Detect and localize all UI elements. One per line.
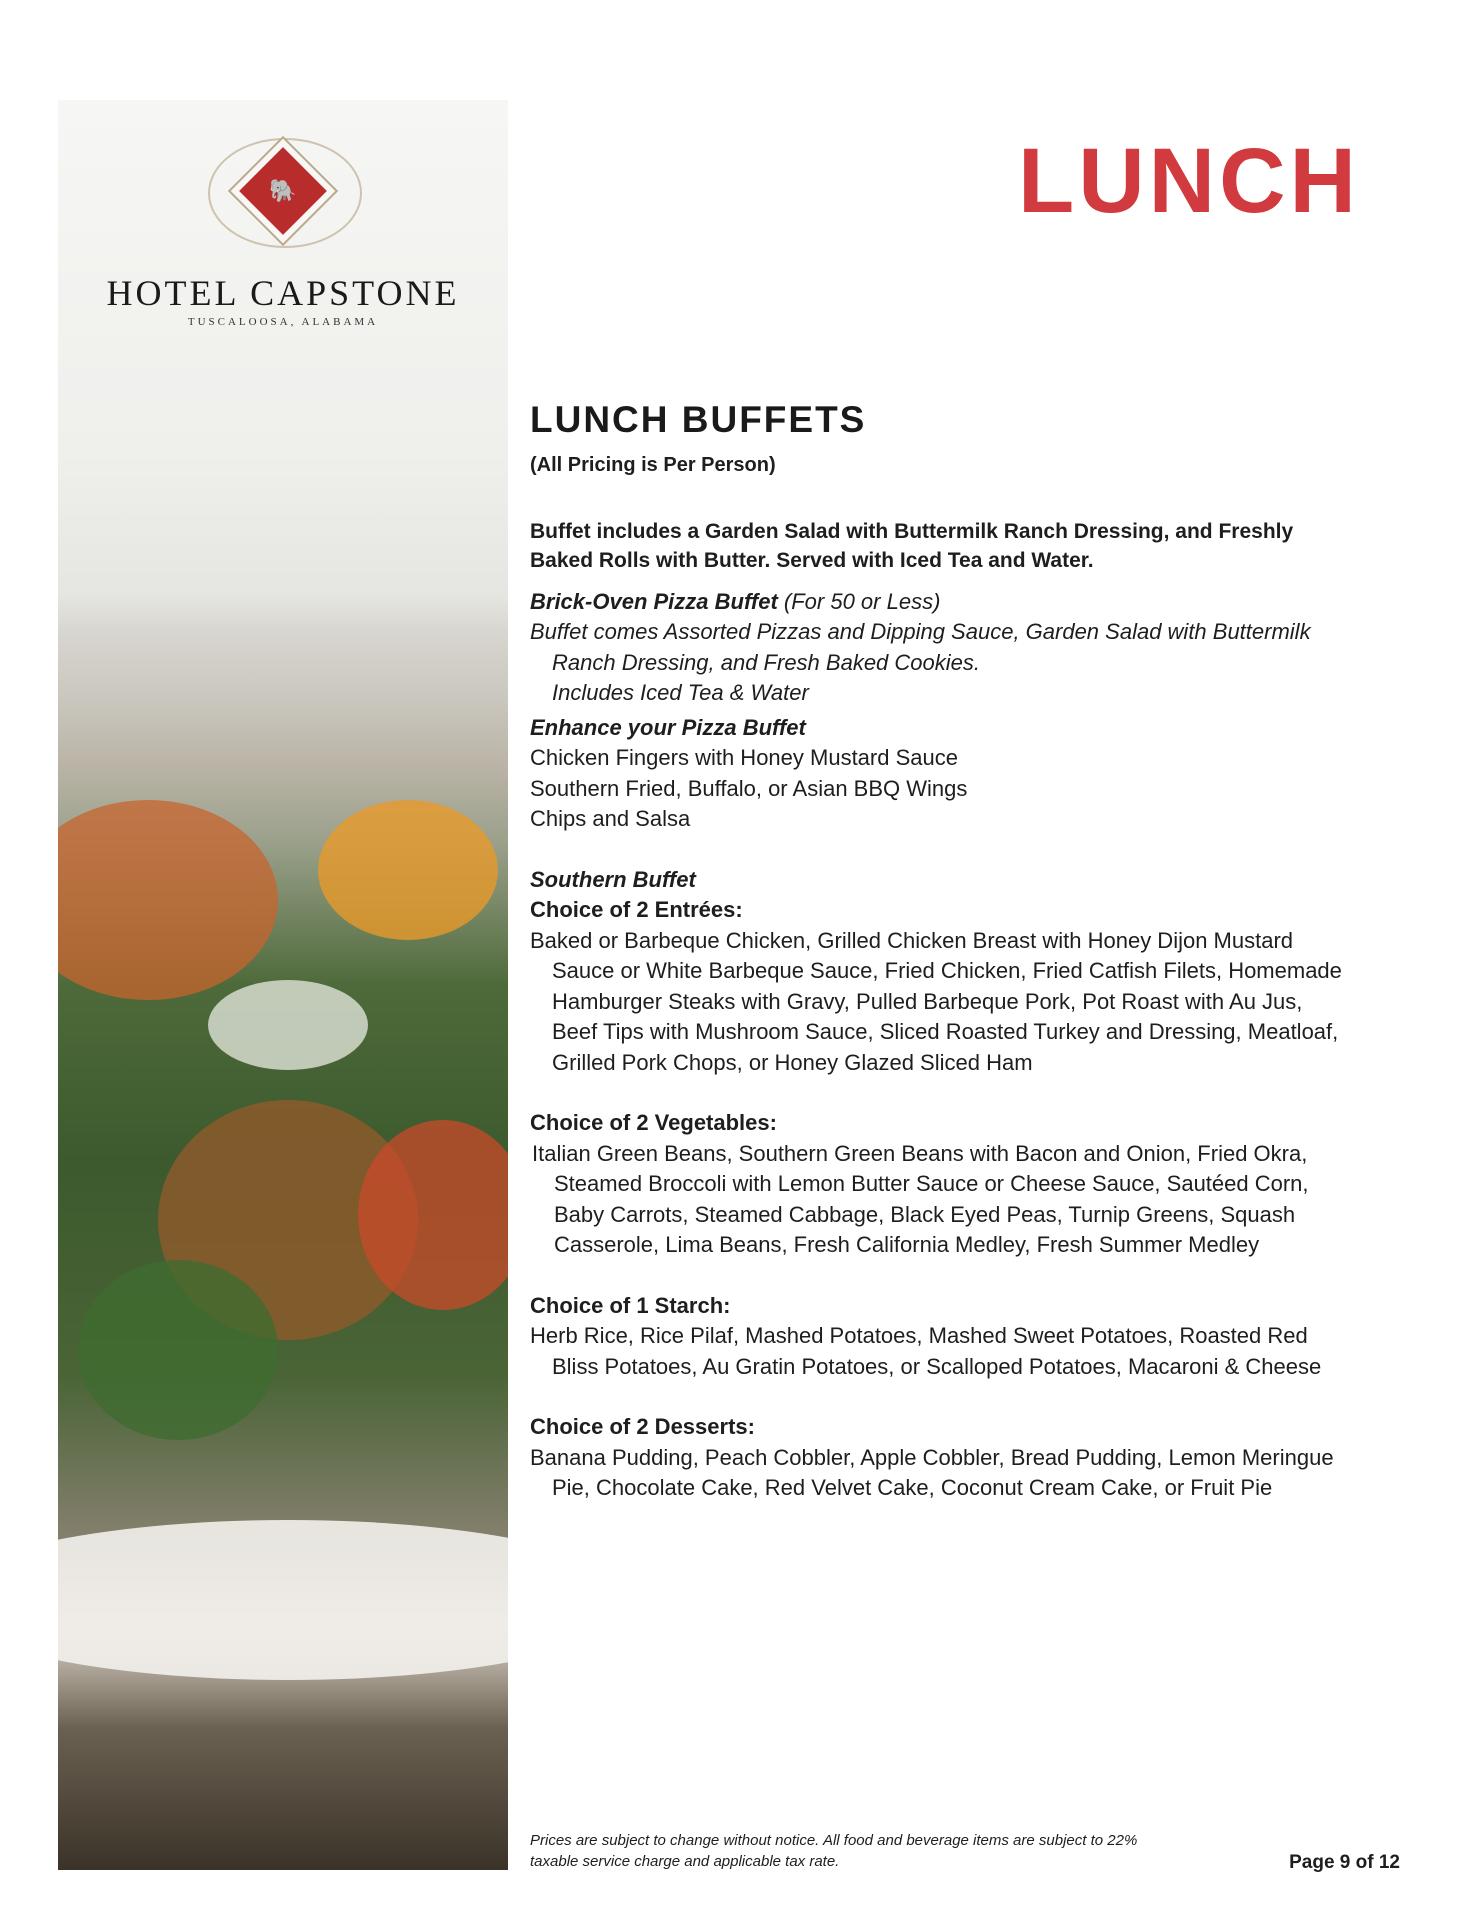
menu-content	[530, 398, 1350, 1504]
spacer	[530, 1382, 1350, 1412]
vegetables-list: Italian Green Beans, Southern Green Beans with Bacon and Onion, Fried Okra, Steamed Broccoli with Lemon Butter Sauce or Cheese Sauce, Sautéed Corn, Baby Carrots, Steamed Cabbage, Black Eyed Peas, Turnip Greens, Squash Casserole, Lima Beans, Fresh California Medley, Fresh Summer Medley	[532, 1140, 1309, 1257]
enhance-title: Enhance your Pizza Buffet	[530, 714, 806, 740]
salad-photo	[58, 100, 508, 1870]
elephant-icon: 🐘	[269, 179, 297, 204]
page-number: Page 9 of 12	[1289, 1852, 1400, 1873]
vegetables-heading: Choice of 2 Vegetables:	[530, 1110, 777, 1135]
page-title: LUNCH	[1018, 130, 1360, 232]
southern-buffet-title: Southern Buffet	[530, 866, 696, 892]
spacer	[530, 1261, 1350, 1291]
spacer	[530, 835, 1350, 865]
desserts-list: Banana Pudding, Peach Cobbler, Apple Cobbler, Bread Pudding, Lemon Meringue Pie, Chocolate Cake, Red Velvet Cake, Coconut Cream Cake, or Fruit Pie	[530, 1444, 1334, 1500]
pizza-title-note: (For 50 or Less)	[783, 588, 941, 614]
entrees-list: Baked or Barbeque Chicken, Grilled Chicken Breast with Honey Dijon Mustard Sauce or White Barbeque Sauce, Fried Chicken, Fried Catfish Filets, Homemade Hamburger Steaks with Gravy, Pulled Barbeque Pork, Pot Roast with Au Jus, Beef Tips with Mushroom Sauce, Sliced Roasted Turkey and Dressing, Meatloaf, Grilled Pork Chops, or Honey Glazed Sliced Ham	[530, 927, 1342, 1075]
pizza-buffet-title	[530, 587, 1350, 618]
footer-note: Prices are subject to change without notice. All food and beverage items are subject to 22% taxable service charge and applicable tax rate.	[530, 1832, 1138, 1870]
pizza-includes: Includes Iced Tea & Water	[552, 680, 809, 705]
desserts-heading: Choice of 2 Desserts:	[530, 1414, 755, 1439]
pizza-description: Buffet comes Assorted Pizzas and Dipping Sauce, Garden Salad with Buttermilk Ranch Dressing, and Fresh Baked Cookies.	[530, 619, 1311, 675]
spacer	[530, 1078, 1350, 1108]
hotel-name: HOTEL CAPSTONE	[106, 273, 460, 313]
buffet-includes: Buffet includes a Garden Salad with Buttermilk Ranch Dressing, and Freshly Baked Rolls with Butter. Served with Iced Tea and Water.	[530, 519, 1294, 572]
entrees-heading: Choice of 2 Entrées:	[530, 897, 743, 922]
pizza-title-text: Brick-Oven Pizza Buffet	[530, 588, 778, 614]
starch-list: Herb Rice, Rice Pilaf, Mashed Potatoes, Mashed Sweet Potatoes, Roasted Red Bliss Potatoes, Au Gratin Potatoes, or Scalloped Potatoes, Macaroni & Cheese	[530, 1323, 1322, 1379]
pricing-note: (All Pricing is Per Person)	[530, 454, 776, 476]
starch-heading: Choice of 1 Starch:	[530, 1292, 731, 1318]
enhance-item: Southern Fried, Buffalo, or Asian BBQ Wings	[530, 775, 968, 801]
section-heading: LUNCH BUFFETS	[530, 399, 867, 440]
enhance-item: Chips and Salsa	[530, 806, 691, 831]
hotel-location: TUSCALOOSA, ALABAMA	[187, 316, 379, 328]
enhance-item: Chicken Fingers with Honey Mustard Sauce	[530, 745, 958, 770]
